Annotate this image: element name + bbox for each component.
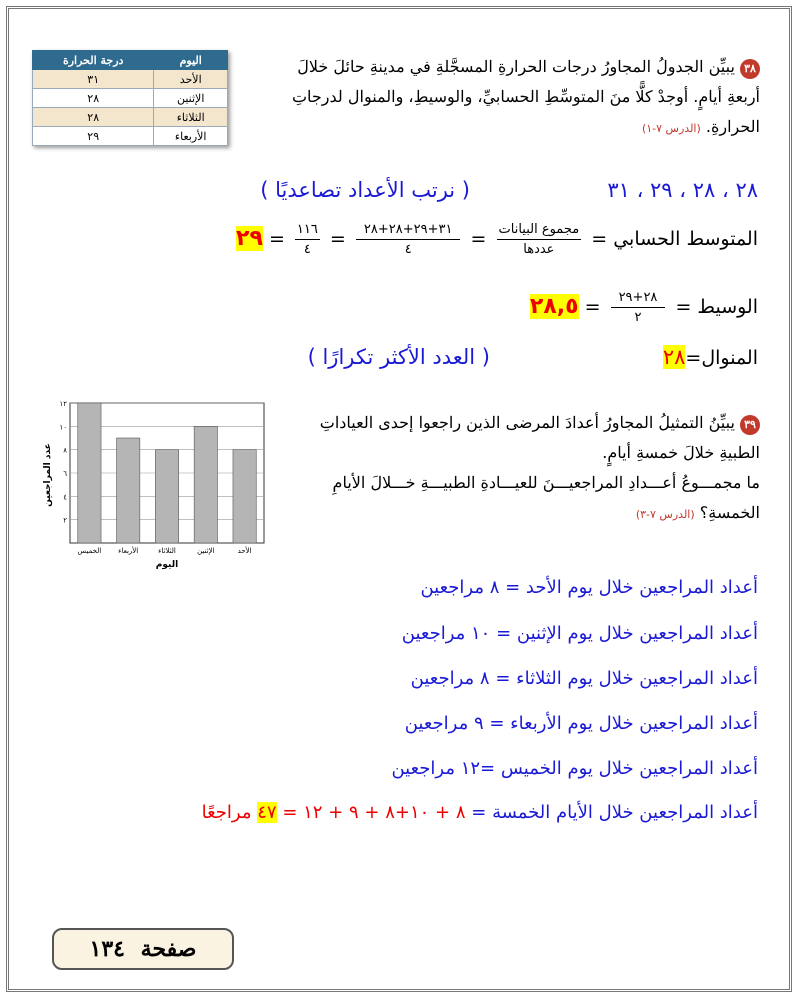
question-39-ref: (الدرس ٧-٣) xyxy=(635,508,695,521)
question-39-number: ٣٩ xyxy=(740,415,760,435)
median-label: الوسيط xyxy=(697,296,758,318)
sorted-note: ( نرتب الأعداد تصاعديًا ) xyxy=(260,178,470,202)
table-row: الإثنين ٢٨ xyxy=(33,89,228,108)
question-39-line-4: الخمسةِ؟ (الدرس ٧-٣) xyxy=(635,503,760,522)
question-39-line-1: ٣٩ يبيِّنُ التمثيلُ المجاورُ أعدادَ المرضى الذين راجعوا إحدى العياداتِ xyxy=(260,408,760,438)
y-tick-label: ٤ xyxy=(63,493,67,502)
median-value: ٢٨,٥ xyxy=(529,294,579,319)
answer-39-line-1: أعداد المراجعين خلال يوم الأحد = ٨ مراجعين xyxy=(420,577,758,598)
mode-label: المنوال xyxy=(701,347,758,369)
x-tick-label: الأربعاء xyxy=(118,547,139,555)
x-tick-label: الثلاثاء xyxy=(158,547,176,555)
sorted-values: ٢٨ ، ٢٨ ، ٢٩ ، ٣١ xyxy=(607,178,758,202)
x-tick-label: الأحد xyxy=(237,547,252,555)
question-38-line-3: الحرارةِ. (الدرس ٧-١) xyxy=(641,117,760,136)
answer-39-line-4: أعداد المراجعين خلال يوم الأربعاء = ٩ مراجعين xyxy=(404,713,758,734)
y-tick-label: ١٠ xyxy=(59,423,67,432)
x-tick-label: الإثنين xyxy=(197,547,215,555)
mean-equation: المتوسط الحسابي = $\frac{\text{مجموع البيانات}}{\text{عددها}}$ = $\frac{٣١+٢٩+٢٨+٢٨}{٤}$ = $\frac{١١٦}{٤}$ = ٢٩ xyxy=(236,222,758,257)
question-38-line-1: ٣٨ يبيِّن الجدولُ المجاورُ درجات الحرارةِ المسجَّلةِ في مدينةِ حائلَ خلالَ xyxy=(240,52,760,82)
bar xyxy=(155,450,178,543)
answer-39-total: أعداد المراجعين خلال الأيام الخمسة = ٨ + ١٠+٨ + ٩ + ١٢ = ٤٧ مراجعًا xyxy=(201,802,758,823)
question-38-ref: (الدرس ٧-١) xyxy=(641,122,701,135)
temperature-table-wrap xyxy=(32,50,228,146)
page-label: صفحة xyxy=(140,936,197,962)
answer-39-line-3: أعداد المراجعين خلال يوم الثلاثاء = ٨ مراجعين xyxy=(410,668,758,689)
total-value: ٤٧ xyxy=(257,802,277,823)
table-row: الثلاثاء ٢٨ xyxy=(33,108,228,127)
table-row: الأربعاء ٢٩ xyxy=(33,127,228,146)
x-axis-label: اليوم xyxy=(155,560,179,570)
x-tick-label: الخميس xyxy=(77,547,102,555)
bar xyxy=(78,403,101,543)
median-fraction: $\frac{٢٨+٢٩}{٢}$ xyxy=(611,290,666,325)
page-number: ١٣٤ xyxy=(89,936,125,962)
sum-fraction: $\frac{٣١+٢٩+٢٨+٢٨}{٤}$ xyxy=(356,222,461,257)
answer-39-line-2: أعداد المراجعين خلال يوم الإثنين = ١٠ مراجعين xyxy=(401,623,758,644)
question-38-line-2: أربعةِ أيامٍ. أوجدْ كلًّا منَ المتوسِّطِ الحسابيِّ، والوسيطِ، والمنوال لدرجاتِ xyxy=(291,87,760,106)
y-tick-label: ٢ xyxy=(63,516,67,525)
bar xyxy=(117,438,140,543)
median-equation: الوسيط = $\frac{٢٨+٢٩}{٢}$ = ٢٨,٥ xyxy=(529,290,758,325)
y-tick-label: ٦ xyxy=(63,470,67,478)
bar xyxy=(233,450,256,543)
page-number-box xyxy=(52,928,234,970)
answer-39-line-5: أعداد المراجعين خلال يوم الخميس =١٢ مراجعين xyxy=(391,758,758,779)
table-header-temp: درجة الحرارة xyxy=(33,51,154,70)
question-39-line-2: الطبيةِ خلالَ خمسةِ أيامٍ. xyxy=(602,443,760,462)
mean-formula-fraction: $\frac{\text{مجموع البيانات}}{\text{عددها}}$ xyxy=(498,222,580,257)
question-38 xyxy=(240,52,760,144)
question-39-line-3: ما مجمـــوعُ أعـــدادِ المراجعيـــنَ للعيـــادةِ الطبيـــةِ خـــلالَ الأيامِ xyxy=(332,473,760,492)
y-tick-label: ٨ xyxy=(63,446,67,455)
question-39 xyxy=(260,408,760,530)
mode-value: ٢٨ xyxy=(662,345,686,369)
mode-equation: المنوال=٢٨ xyxy=(662,345,758,369)
y-axis-label: عدد المراجعين xyxy=(43,443,53,507)
bar xyxy=(194,426,217,543)
total-fraction: $\frac{١١٦}{٤}$ xyxy=(296,222,318,257)
mean-value: ٢٩ xyxy=(236,226,263,251)
table-row: الأحد ٣١ xyxy=(33,70,228,89)
mean-label: المتوسط الحسابي xyxy=(613,228,758,250)
table-header-day: اليوم xyxy=(154,51,228,70)
question-38-number: ٣٨ xyxy=(740,59,760,79)
temperature-table xyxy=(32,50,228,146)
bar-chart xyxy=(40,395,270,570)
mode-note: ( العدد الأكثر تكرارًا ) xyxy=(307,345,490,369)
y-tick-label: ١٢ xyxy=(59,400,67,408)
